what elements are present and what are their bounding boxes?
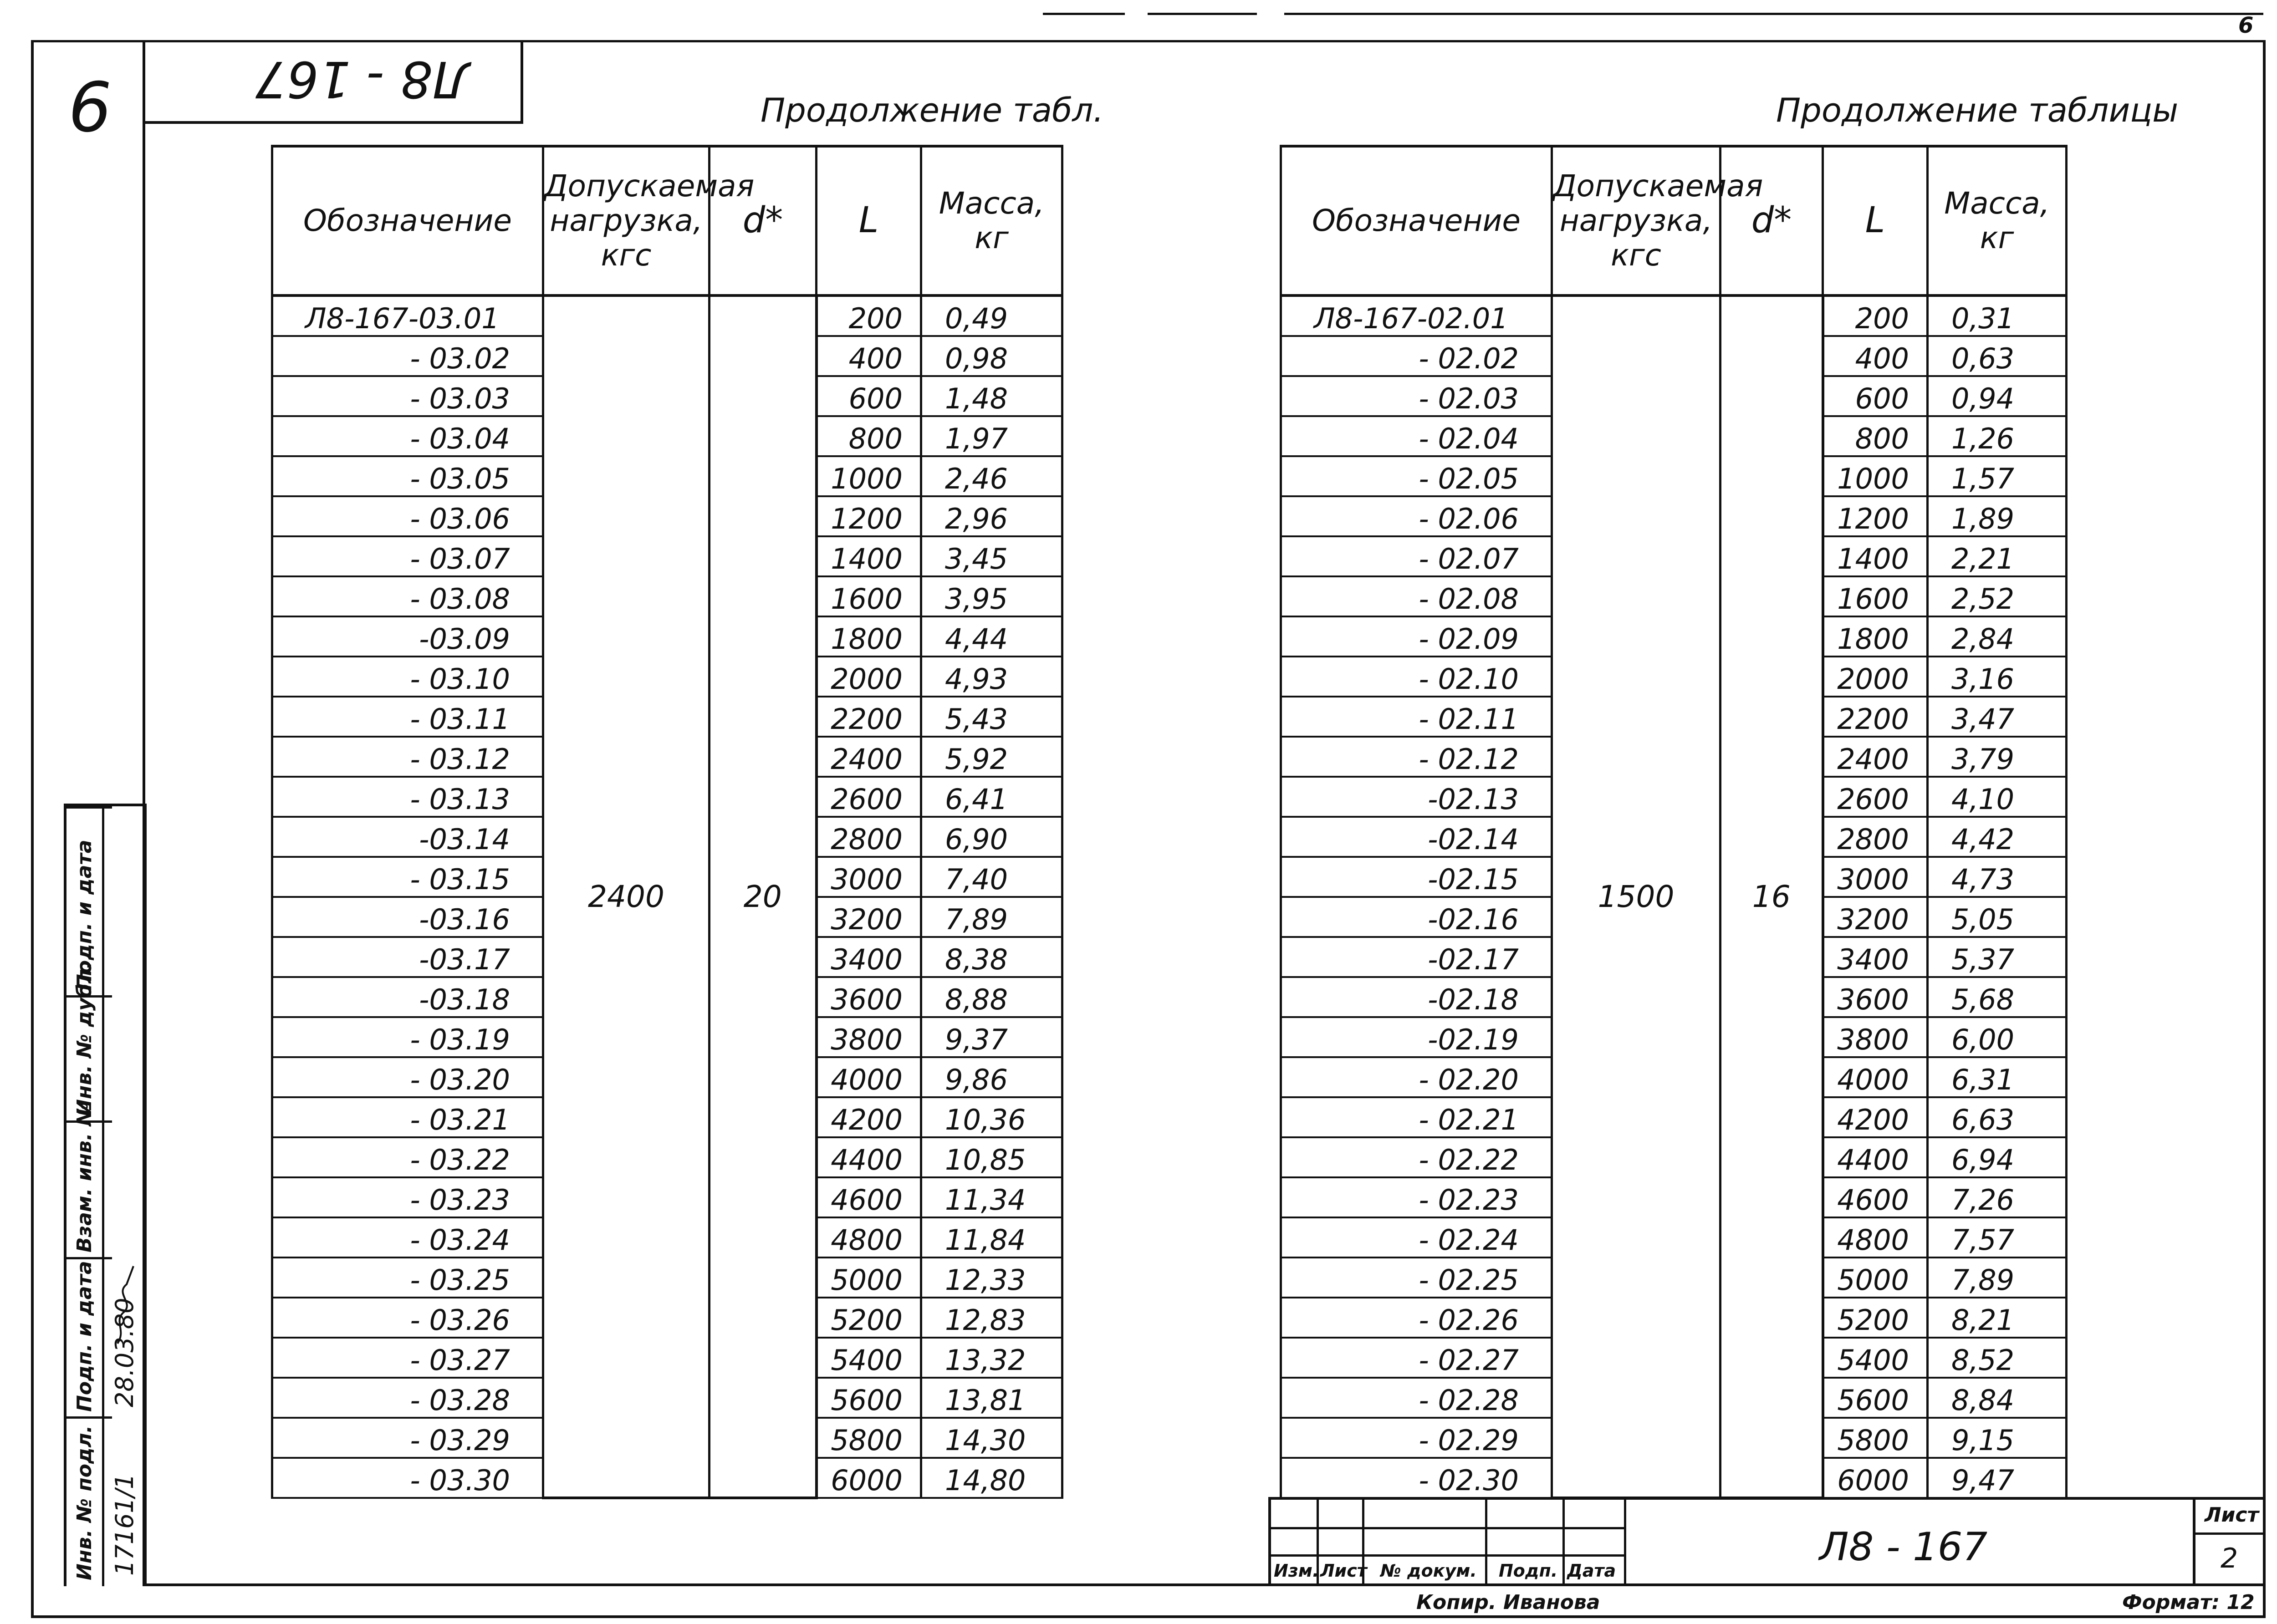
length-cell: 200 [817, 295, 921, 336]
length-cell: 2000 [1823, 657, 1928, 697]
mass-cell: 3,16 [1928, 657, 2067, 697]
length-cell: 5000 [1823, 1257, 1928, 1298]
right-continuation-title: Продолжение таблицы [1776, 91, 2179, 129]
d-cell: 20 [710, 295, 817, 1498]
left-continuation-title: Продолжение табл. [761, 91, 1104, 129]
designation-cell: -02.19 [1281, 1017, 1552, 1057]
mass-cell: 11,34 [921, 1177, 1062, 1217]
designation-cell: - 02.09 [1281, 616, 1552, 657]
length-cell: 4400 [1823, 1137, 1928, 1177]
length-cell: 6000 [817, 1458, 921, 1498]
length-cell: 600 [1823, 376, 1928, 416]
header-d: d* [1721, 146, 1823, 295]
mass-cell: 5,92 [921, 737, 1062, 777]
approval-sidebar [64, 804, 147, 1586]
sheet-box [2193, 1497, 2263, 1583]
designation-cell: - 03.30 [272, 1458, 543, 1498]
mass-cell: 8,84 [1928, 1378, 2067, 1418]
mass-cell: 7,89 [921, 897, 1062, 937]
mass-cell: 11,84 [921, 1217, 1062, 1257]
length-cell: 5200 [1823, 1298, 1928, 1338]
designation-cell: - 03.29 [272, 1418, 543, 1458]
length-cell: 1600 [1823, 576, 1928, 616]
table-row [272, 295, 1062, 336]
length-cell: 5600 [817, 1378, 921, 1418]
sidebar-divider [66, 1257, 112, 1259]
length-cell: 6000 [1823, 1458, 1928, 1498]
designation-cell: - 03.28 [272, 1378, 543, 1418]
mass-cell: 10,85 [921, 1137, 1062, 1177]
length-cell: 600 [817, 376, 921, 416]
header-designation: Обозначение [1281, 146, 1552, 295]
designation-cell: -02.13 [1281, 777, 1552, 817]
designation-cell: - 03.24 [272, 1217, 543, 1257]
designation-cell: - 02.30 [1281, 1458, 1552, 1498]
sidebar-inv-number: 17161/1 [110, 1473, 139, 1576]
designation-cell: -03.18 [272, 977, 543, 1017]
length-cell: 3400 [817, 937, 921, 977]
designation-cell: -02.16 [1281, 897, 1552, 937]
designation-cell: - 03.22 [272, 1137, 543, 1177]
length-cell: 2600 [1823, 777, 1928, 817]
designation-cell: - 03.04 [272, 416, 543, 456]
mass-cell: 1,97 [921, 416, 1062, 456]
designation-cell: - 02.22 [1281, 1137, 1552, 1177]
designation-cell: Л8-167-02.01 [1281, 295, 1552, 336]
length-cell: 3200 [817, 897, 921, 937]
designation-cell: - 03.27 [272, 1338, 543, 1378]
document-code: Л8 - 167 [1819, 1524, 1988, 1570]
designation-cell: - 03.23 [272, 1177, 543, 1217]
designation-cell: - 02.23 [1281, 1177, 1552, 1217]
label-date: Дата [1567, 1561, 1616, 1581]
mass-cell: 7,40 [921, 857, 1062, 897]
header-mass: Масса, кг [1928, 146, 2067, 295]
sheet-number: 2 [2221, 1543, 2238, 1574]
mass-cell: 5,05 [1928, 897, 2067, 937]
length-cell: 4000 [1823, 1057, 1928, 1097]
designation-cell: - 02.05 [1281, 456, 1552, 496]
length-cell: 3200 [1823, 897, 1928, 937]
handwritten-signature [108, 1257, 140, 1348]
length-cell: 1200 [817, 496, 921, 536]
designation-cell: -03.14 [272, 817, 543, 857]
designation-cell: - 02.04 [1281, 416, 1552, 456]
designation-cell: - 02.12 [1281, 737, 1552, 777]
mass-cell: 0,94 [1928, 376, 2067, 416]
mass-cell: 4,73 [1928, 857, 2067, 897]
designation-cell: - 02.10 [1281, 657, 1552, 697]
length-cell: 3800 [817, 1017, 921, 1057]
length-cell: 4600 [817, 1177, 921, 1217]
mass-cell: 1,57 [1928, 456, 2067, 496]
designation-cell: - 02.07 [1281, 536, 1552, 576]
mass-cell: 2,21 [1928, 536, 2067, 576]
length-cell: 200 [1823, 295, 1928, 336]
label-signature: Подп. [1499, 1561, 1558, 1581]
designation-cell: - 03.26 [272, 1298, 543, 1338]
length-cell: 2800 [817, 817, 921, 857]
length-cell: 4400 [817, 1137, 921, 1177]
designation-cell: - 03.11 [272, 697, 543, 737]
designation-cell: - 02.24 [1281, 1217, 1552, 1257]
length-cell: 1800 [817, 616, 921, 657]
mass-cell: 8,88 [921, 977, 1062, 1017]
mass-cell: 2,84 [1928, 616, 2067, 657]
designation-cell: - 03.10 [272, 657, 543, 697]
designation-cell: - 03.15 [272, 857, 543, 897]
length-cell: 5800 [1823, 1418, 1928, 1458]
designation-cell: - 03.20 [272, 1057, 543, 1097]
mass-cell: 6,90 [921, 817, 1062, 857]
length-cell: 4600 [1823, 1177, 1928, 1217]
designation-cell: - 02.25 [1281, 1257, 1552, 1298]
mass-cell: 1,26 [1928, 416, 2067, 456]
mass-cell: 9,86 [921, 1057, 1062, 1097]
length-cell: 1600 [817, 576, 921, 616]
mass-cell: 3,47 [1928, 697, 2067, 737]
mass-cell: 6,41 [921, 777, 1062, 817]
length-cell: 1200 [1823, 496, 1928, 536]
top-nick-right [1284, 13, 2263, 15]
copied-by: Копир. Иванова [1416, 1591, 1600, 1614]
length-cell: 5400 [1823, 1338, 1928, 1378]
sidebar-label-sign-date-2: Подп. и дата [73, 840, 96, 991]
designation-cell: - 02.28 [1281, 1378, 1552, 1418]
length-cell: 2400 [1823, 737, 1928, 777]
mass-cell: 6,31 [1928, 1057, 2067, 1097]
designation-cell: -02.14 [1281, 817, 1552, 857]
mass-cell: 9,47 [1928, 1458, 2067, 1498]
mass-cell: 0,31 [1928, 295, 2067, 336]
designation-cell: -03.09 [272, 616, 543, 657]
mass-cell: 4,44 [921, 616, 1062, 657]
designation-cell: - 03.06 [272, 496, 543, 536]
mass-cell: 5,37 [1928, 937, 2067, 977]
designation-cell: - 03.02 [272, 336, 543, 376]
sheet-label: Лист [2205, 1503, 2259, 1527]
length-cell: 3600 [1823, 977, 1928, 1017]
length-cell: 400 [817, 336, 921, 376]
length-cell: 5600 [1823, 1378, 1928, 1418]
mass-cell: 0,98 [921, 336, 1062, 376]
header-mass: Масса, кг [921, 146, 1062, 295]
mass-cell: 5,43 [921, 697, 1062, 737]
mass-cell: 6,94 [1928, 1137, 2067, 1177]
length-cell: 3600 [817, 977, 921, 1017]
sidebar-divider [66, 1416, 112, 1419]
designation-cell: - 03.03 [272, 376, 543, 416]
mass-cell: 2,46 [921, 456, 1062, 496]
mass-cell: 8,52 [1928, 1338, 2067, 1378]
paper-format: Формат: 12 [2122, 1591, 2255, 1614]
length-cell: 4800 [817, 1217, 921, 1257]
designation-cell: - 03.13 [272, 777, 543, 817]
header-load: Допускаемая нагрузка, кгс [1552, 146, 1721, 295]
load-cell: 1500 [1552, 295, 1721, 1498]
left-spec-table [271, 145, 1063, 1499]
big-sheet-number: 6 [68, 68, 112, 148]
mass-cell: 2,52 [1928, 576, 2067, 616]
mass-cell: 1,89 [1928, 496, 2067, 536]
length-cell: 2800 [1823, 817, 1928, 857]
designation-cell: - 02.26 [1281, 1298, 1552, 1338]
length-cell: 5000 [817, 1257, 921, 1298]
sidebar-label-replace-inv: Взам. инв. № [73, 1102, 96, 1252]
designation-cell: - 02.20 [1281, 1057, 1552, 1097]
designation-cell: - 03.12 [272, 737, 543, 777]
length-cell: 4800 [1823, 1217, 1928, 1257]
length-cell: 2200 [1823, 697, 1928, 737]
designation-cell: - 02.27 [1281, 1338, 1552, 1378]
stamp-code-rotated: Л8 - 167 [255, 50, 470, 108]
length-cell: 800 [1823, 416, 1928, 456]
mass-cell: 5,68 [1928, 977, 2067, 1017]
label-doc-number: № докум. [1380, 1561, 1477, 1581]
designation-cell: - 02.08 [1281, 576, 1552, 616]
load-cell: 2400 [543, 295, 710, 1498]
sidebar-label-inv-orig: Инв. № подл. [73, 1425, 96, 1580]
revision-grid [1268, 1497, 1626, 1586]
mass-cell: 14,80 [921, 1458, 1062, 1498]
designation-cell: - 02.29 [1281, 1418, 1552, 1458]
designation-cell: - 03.21 [272, 1097, 543, 1137]
right-spec-table [1280, 145, 2068, 1499]
designation-cell: - 03.19 [272, 1017, 543, 1057]
mass-cell: 10,36 [921, 1097, 1062, 1137]
mass-cell: 9,37 [921, 1017, 1062, 1057]
length-cell: 2600 [817, 777, 921, 817]
mass-cell: 3,95 [921, 576, 1062, 616]
length-cell: 2400 [817, 737, 921, 777]
length-cell: 3800 [1823, 1017, 1928, 1057]
header-designation: Обозначение [272, 146, 543, 295]
header-d: d* [710, 146, 817, 295]
sidebar-date: 28.03.80 [110, 1298, 139, 1407]
sidebar-divider [66, 806, 112, 809]
designation-cell: - 03.05 [272, 456, 543, 496]
mass-cell: 8,38 [921, 937, 1062, 977]
mass-cell: 0,49 [921, 295, 1062, 336]
mass-cell: 7,57 [1928, 1217, 2067, 1257]
length-cell: 3400 [1823, 937, 1928, 977]
mass-cell: 2,96 [921, 496, 1062, 536]
mass-cell: 6,00 [1928, 1017, 2067, 1057]
mass-cell: 13,81 [921, 1378, 1062, 1418]
mass-cell: 7,89 [1928, 1257, 2067, 1298]
designation-cell: - 02.06 [1281, 496, 1552, 536]
table-row [1281, 295, 2067, 336]
d-cell: 16 [1721, 295, 1823, 1498]
mass-cell: 13,32 [921, 1338, 1062, 1378]
length-cell: 1000 [817, 456, 921, 496]
length-cell: 2200 [817, 697, 921, 737]
mass-cell: 8,21 [1928, 1298, 2067, 1338]
length-cell: 1400 [817, 536, 921, 576]
title-top-rule [1624, 1497, 2193, 1500]
mass-cell: 1,48 [921, 376, 1062, 416]
length-cell: 3000 [1823, 857, 1928, 897]
designation-cell: -02.15 [1281, 857, 1552, 897]
length-cell: 4200 [817, 1097, 921, 1137]
mass-cell: 9,15 [1928, 1418, 2067, 1458]
length-cell: 5800 [817, 1418, 921, 1458]
header-load: Допускаемая нагрузка, кгс [543, 146, 710, 295]
mass-cell: 4,93 [921, 657, 1062, 697]
mass-cell: 4,42 [1928, 817, 2067, 857]
designation-cell: - 02.02 [1281, 336, 1552, 376]
designation-cell: -03.17 [272, 937, 543, 977]
mass-cell: 12,33 [921, 1257, 1062, 1298]
mass-cell: 14,30 [921, 1418, 1062, 1458]
mass-cell: 12,83 [921, 1298, 1062, 1338]
designation-cell: -02.17 [1281, 937, 1552, 977]
length-cell: 800 [817, 416, 921, 456]
mass-cell: 4,10 [1928, 777, 2067, 817]
designation-cell: - 03.25 [272, 1257, 543, 1298]
length-cell: 4200 [1823, 1097, 1928, 1137]
designation-cell: - 03.08 [272, 576, 543, 616]
top-nick-mid [1148, 13, 1257, 15]
length-cell: 1800 [1823, 616, 1928, 657]
length-cell: 5400 [817, 1338, 921, 1378]
designation-cell: - 02.21 [1281, 1097, 1552, 1137]
length-cell: 400 [1823, 336, 1928, 376]
label-list: Лист [1320, 1561, 1367, 1581]
mass-cell: 6,63 [1928, 1097, 2067, 1137]
length-cell: 4000 [817, 1057, 921, 1097]
mass-cell: 7,26 [1928, 1177, 2067, 1217]
sidebar-label-inv-dup: Инв. № дубл. [73, 961, 96, 1116]
designation-cell: Л8-167-03.01 [272, 295, 543, 336]
length-cell: 1400 [1823, 536, 1928, 576]
length-cell: 1000 [1823, 456, 1928, 496]
designation-cell: -03.16 [272, 897, 543, 937]
length-cell: 2000 [817, 657, 921, 697]
label-izm: Изм. [1274, 1561, 1319, 1581]
designation-cell: - 03.07 [272, 536, 543, 576]
title-block [1268, 1497, 2260, 1586]
header-length: L [1823, 146, 1928, 295]
sheet-corner-number: 6 [2238, 13, 2254, 38]
designation-cell: -02.18 [1281, 977, 1552, 1017]
length-cell: 5200 [817, 1298, 921, 1338]
designation-cell: - 02.03 [1281, 376, 1552, 416]
mass-cell: 3,45 [921, 536, 1062, 576]
sidebar-label-sign-date: Подп. и дата [73, 1261, 96, 1412]
mass-cell: 3,79 [1928, 737, 2067, 777]
mass-cell: 0,63 [1928, 336, 2067, 376]
top-nick-left [1043, 13, 1125, 15]
header-length: L [817, 146, 921, 295]
designation-cell: - 02.11 [1281, 697, 1552, 737]
length-cell: 3000 [817, 857, 921, 897]
